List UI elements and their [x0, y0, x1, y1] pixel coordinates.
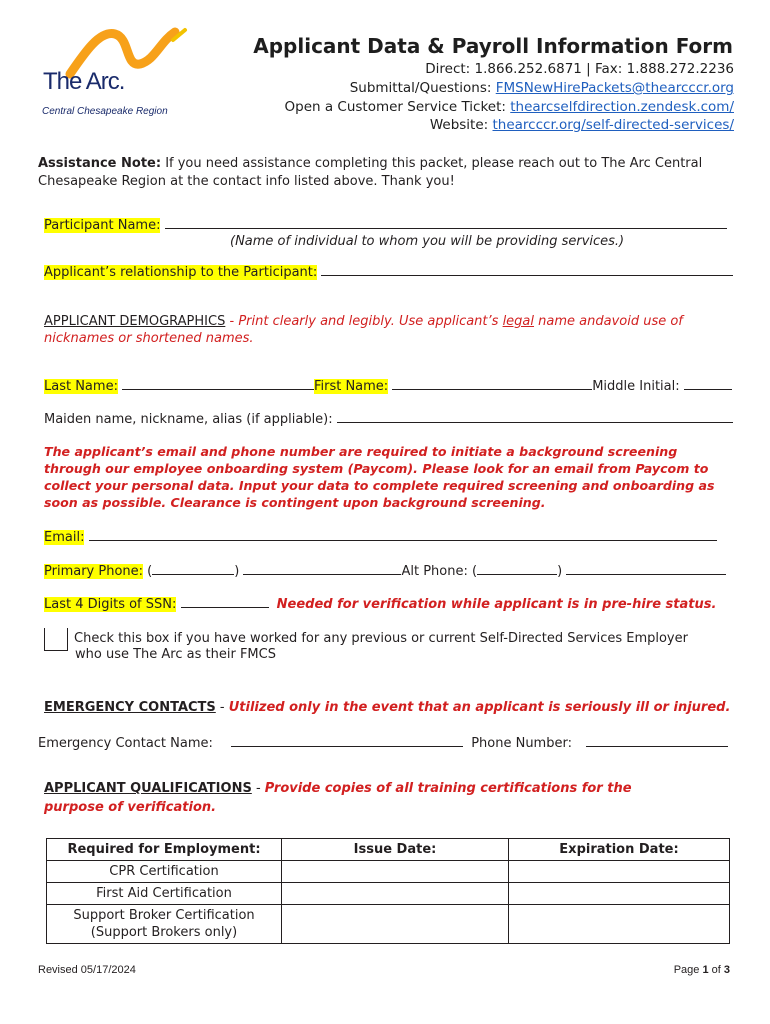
- emergency-heading: EMERGENCY CONTACTS: [44, 700, 216, 715]
- page-of: of: [708, 964, 724, 976]
- expiration-date-field[interactable]: [509, 883, 730, 905]
- participant-name-field[interactable]: [165, 216, 727, 229]
- submittal-email-link[interactable]: FMSNewHirePackets@thearcccr.org: [495, 80, 734, 96]
- issue-date-field[interactable]: [282, 861, 509, 883]
- ticket-label: Open a Customer Service Ticket:: [284, 99, 511, 115]
- website-link[interactable]: thearcccr.org/self-directed-services/: [492, 117, 734, 133]
- emergency-phone-field[interactable]: [586, 734, 728, 747]
- qualifications-table: [46, 838, 730, 944]
- demographics-instruction-b: name andavoid use of nicknames or shortened names.: [44, 314, 683, 346]
- demographics-heading: APPLICANT DEMOGRAPHICS: [44, 314, 226, 329]
- ssn-row: [44, 595, 716, 612]
- maiden-row: [44, 410, 733, 427]
- page-number: [674, 964, 730, 976]
- page-prefix: Page: [673, 964, 703, 976]
- emergency-row: [38, 734, 728, 751]
- issue-date-field[interactable]: [282, 883, 509, 905]
- page-total: 3: [723, 964, 730, 976]
- column-header: Expiration Date:: [509, 839, 730, 861]
- first-name-field[interactable]: [392, 377, 592, 390]
- emergency-note: Utilized only in the event that an applicant is seriously ill or injured.: [228, 700, 731, 715]
- demographics-instruction-a: Print clearly and legibly. Use applicant’s: [238, 314, 503, 329]
- ssn-note: Needed for verification while applicant is in pre-hire status.: [276, 597, 717, 612]
- expiration-date-field[interactable]: [509, 861, 730, 883]
- dash: -: [251, 781, 265, 796]
- website-line: [430, 117, 734, 133]
- email-notice: The applicant’s email and phone number are required to initiate a background screening through our employee onboarding system (Paycom). Please look for an email from Paycom to collect your personal data. Input your data to complete required screening and onboarding as soon as possible. Clearance is contingent upon background screening.: [44, 444, 715, 510]
- middle-initial-label: Middle Initial:: [592, 379, 680, 394]
- email-field[interactable]: [89, 528, 717, 541]
- last-name-field[interactable]: [122, 377, 314, 390]
- page-current: 1: [702, 964, 709, 976]
- logo-name: The Arc.: [43, 68, 125, 95]
- dash: -: [225, 314, 239, 329]
- logo: [40, 22, 190, 122]
- fmcs-checkbox[interactable]: [44, 628, 68, 651]
- assistance-note-label: Assistance Note:: [38, 156, 162, 171]
- dash: -: [215, 700, 229, 715]
- column-header: Required for Employment:: [47, 839, 282, 861]
- table-row: [47, 905, 730, 944]
- assistance-note: [38, 155, 738, 191]
- relationship-label: Applicant’s relationship to the Participant:: [44, 265, 318, 280]
- logo-subtitle: Central Chesapeake Region: [42, 106, 168, 117]
- emergency-phone-label: Phone Number:: [471, 736, 572, 751]
- submittal-label: Submittal/Questions:: [349, 80, 496, 96]
- table-header-row: [47, 839, 730, 861]
- fmcs-checkbox-label-1: Check this box if you have worked for any previous or current Self-Directed Services Employer: [74, 631, 688, 646]
- demographics-heading-block: [44, 313, 734, 347]
- fmcs-checkbox-label-2: who use The Arc as their FMCS: [75, 647, 276, 662]
- emergency-name-label: Emergency Contact Name:: [38, 736, 213, 751]
- maiden-field[interactable]: [337, 410, 733, 423]
- direct-line: Direct: 1.866.252.6871 | Fax: 1.888.272.2236: [425, 61, 734, 77]
- primary-phone-area-field[interactable]: ( ): [147, 564, 240, 579]
- page-title: Applicant Data & Payroll Information Form: [253, 34, 733, 58]
- relationship-row: [44, 263, 733, 280]
- table-row: [47, 883, 730, 905]
- submittal-line: [350, 80, 734, 96]
- participant-name-row: [44, 216, 727, 233]
- phone-row: [44, 562, 726, 579]
- email-row: [44, 528, 717, 545]
- emergency-name-field[interactable]: [231, 734, 463, 747]
- qualifications-heading-block: [44, 779, 684, 817]
- issue-date-field[interactable]: [282, 905, 509, 944]
- alt-phone-label: Alt Phone:: [401, 564, 468, 579]
- qualifications-note: Provide copies of all training certifications for the purpose of verification.: [44, 781, 632, 815]
- participant-name-label: Participant Name:: [44, 218, 161, 233]
- revised-date: Revised 05/17/2024: [38, 964, 136, 976]
- middle-initial-field[interactable]: [684, 377, 732, 390]
- last-name-label: Last Name:: [44, 379, 118, 394]
- cert-name-line-2: (Support Brokers only): [90, 925, 238, 940]
- ticket-link[interactable]: thearcselfdirection.zendesk.com/: [510, 99, 734, 115]
- email-label: Email:: [44, 530, 85, 545]
- primary-phone-number-field[interactable]: [243, 562, 401, 575]
- name-row: [44, 377, 732, 394]
- first-name-label: First Name:: [313, 379, 389, 394]
- demographics-instruction-legal: legal: [502, 314, 535, 329]
- alt-phone-number-field[interactable]: [566, 562, 726, 575]
- cert-name-line-1: Support Broker Certification: [73, 908, 255, 923]
- website-label: Website:: [429, 117, 493, 133]
- emergency-heading-block: [44, 700, 730, 715]
- table-row: [47, 861, 730, 883]
- alt-phone-area-field[interactable]: ( ): [472, 564, 563, 579]
- expiration-date-field[interactable]: [509, 905, 730, 944]
- qualifications-heading: APPLICANT QUALIFICATIONS: [44, 781, 252, 796]
- column-header: Issue Date:: [282, 839, 509, 861]
- cert-name: First Aid Certification: [47, 883, 282, 905]
- assistance-note-text: If you need assistance completing this packet, please reach out to The Arc Central Chesapeake Region at the contact info listed above. Thank you!: [38, 156, 703, 189]
- maiden-label: Maiden name, nickname, alias (if appliable):: [44, 412, 333, 427]
- participant-name-hint: (Name of individual to whom you will be providing services.): [230, 234, 625, 249]
- primary-phone-label: Primary Phone:: [44, 564, 144, 579]
- cert-name: CPR Certification: [47, 861, 282, 883]
- cert-name: [47, 905, 282, 944]
- ssn-field[interactable]: [181, 595, 269, 608]
- ssn-label: Last 4 Digits of SSN:: [44, 597, 177, 612]
- ticket-line: [285, 99, 735, 115]
- relationship-field[interactable]: [321, 263, 733, 276]
